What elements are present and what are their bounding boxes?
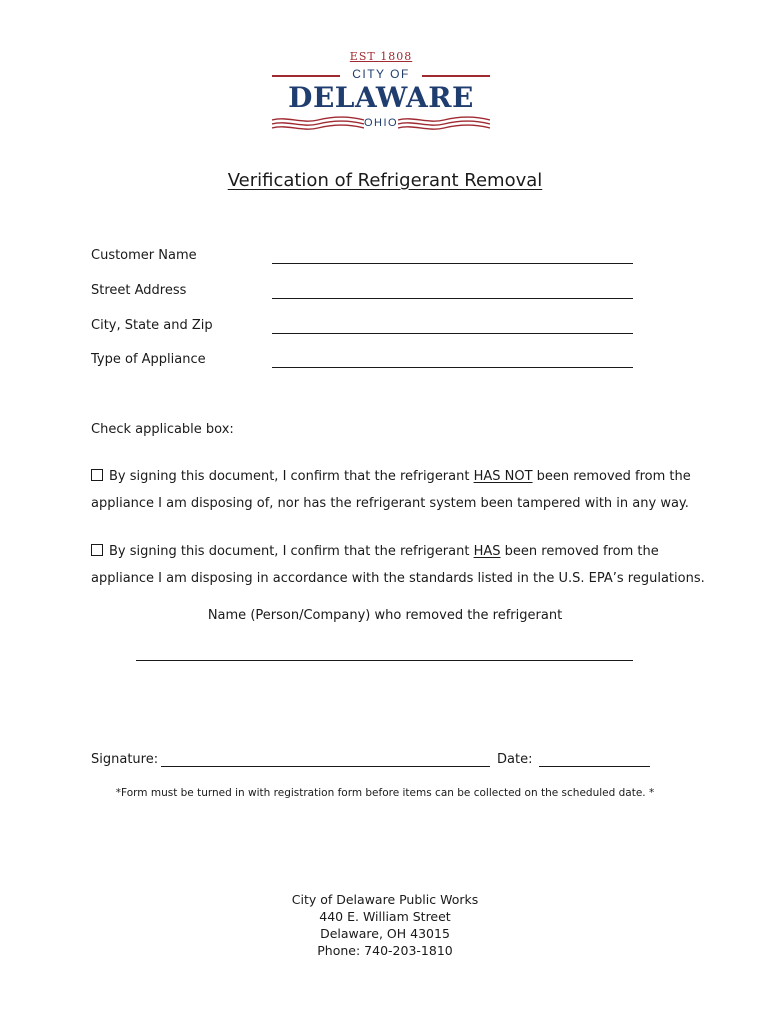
date-field[interactable] xyxy=(539,766,650,767)
option-not-removed-text-before: By signing this document, I confirm that the refrigerant xyxy=(109,469,474,484)
remover-name-label: Name (Person/Company) who removed the refrigerant xyxy=(207,608,563,623)
city-state-zip-label: City, State and Zip xyxy=(91,318,213,333)
logo-city-of-text: CITY OF xyxy=(352,67,410,81)
logo-name-text: DELAWARE xyxy=(288,81,474,114)
logo-established-text: EST 1808 xyxy=(349,50,413,63)
option-removed-line1 xyxy=(91,544,659,559)
street-address-field[interactable] xyxy=(272,298,633,299)
footer-street: 440 E. William Street xyxy=(319,909,451,924)
footer-city: Delaware, OH 43015 xyxy=(320,926,450,941)
street-address-label: Street Address xyxy=(91,283,187,298)
option-removed-checkbox[interactable] xyxy=(91,544,103,556)
option-removed-line2: appliance I am disposing in accordance with the standards listed in the U.S. EPA’s regulations. xyxy=(91,571,705,586)
option-not-removed-line2: appliance I am disposing of, nor has the refrigerant system been tampered with in any way. xyxy=(91,496,689,511)
customer-name-field[interactable] xyxy=(272,263,633,264)
option-removed-text-after: been removed from the xyxy=(500,544,659,559)
footer-org: City of Delaware Public Works xyxy=(291,892,479,907)
logo-state-text: OHIO xyxy=(363,117,399,129)
date-label: Date: xyxy=(497,752,533,767)
remover-name-field[interactable] xyxy=(136,660,633,661)
logo-rule-right xyxy=(422,75,490,77)
logo-wave-right-icon xyxy=(398,116,490,132)
page-title: Verification of Refrigerant Removal xyxy=(227,170,543,191)
signature-label: Signature: xyxy=(91,752,159,767)
option-not-removed-text-after: been removed from the xyxy=(532,469,691,484)
option-removed-text-before: By signing this document, I confirm that the refrigerant xyxy=(109,544,474,559)
city-logo xyxy=(270,50,492,136)
appliance-type-field[interactable] xyxy=(272,367,633,368)
option-not-removed-checkbox[interactable] xyxy=(91,469,103,481)
option-not-removed-line1 xyxy=(91,469,691,484)
appliance-type-label: Type of Appliance xyxy=(91,352,206,367)
option-removed-emphasis: HAS xyxy=(473,544,501,559)
check-prompt: Check applicable box: xyxy=(91,422,234,437)
option-not-removed-emphasis: HAS NOT xyxy=(473,469,533,484)
city-state-zip-field[interactable] xyxy=(272,333,633,334)
customer-name-label: Customer Name xyxy=(91,248,197,263)
footer-phone: Phone: 740-203-1810 xyxy=(317,943,453,958)
signature-field[interactable] xyxy=(161,766,490,767)
form-note: *Form must be turned in with registration form before items can be collected on the scheduled date. * xyxy=(115,787,655,799)
